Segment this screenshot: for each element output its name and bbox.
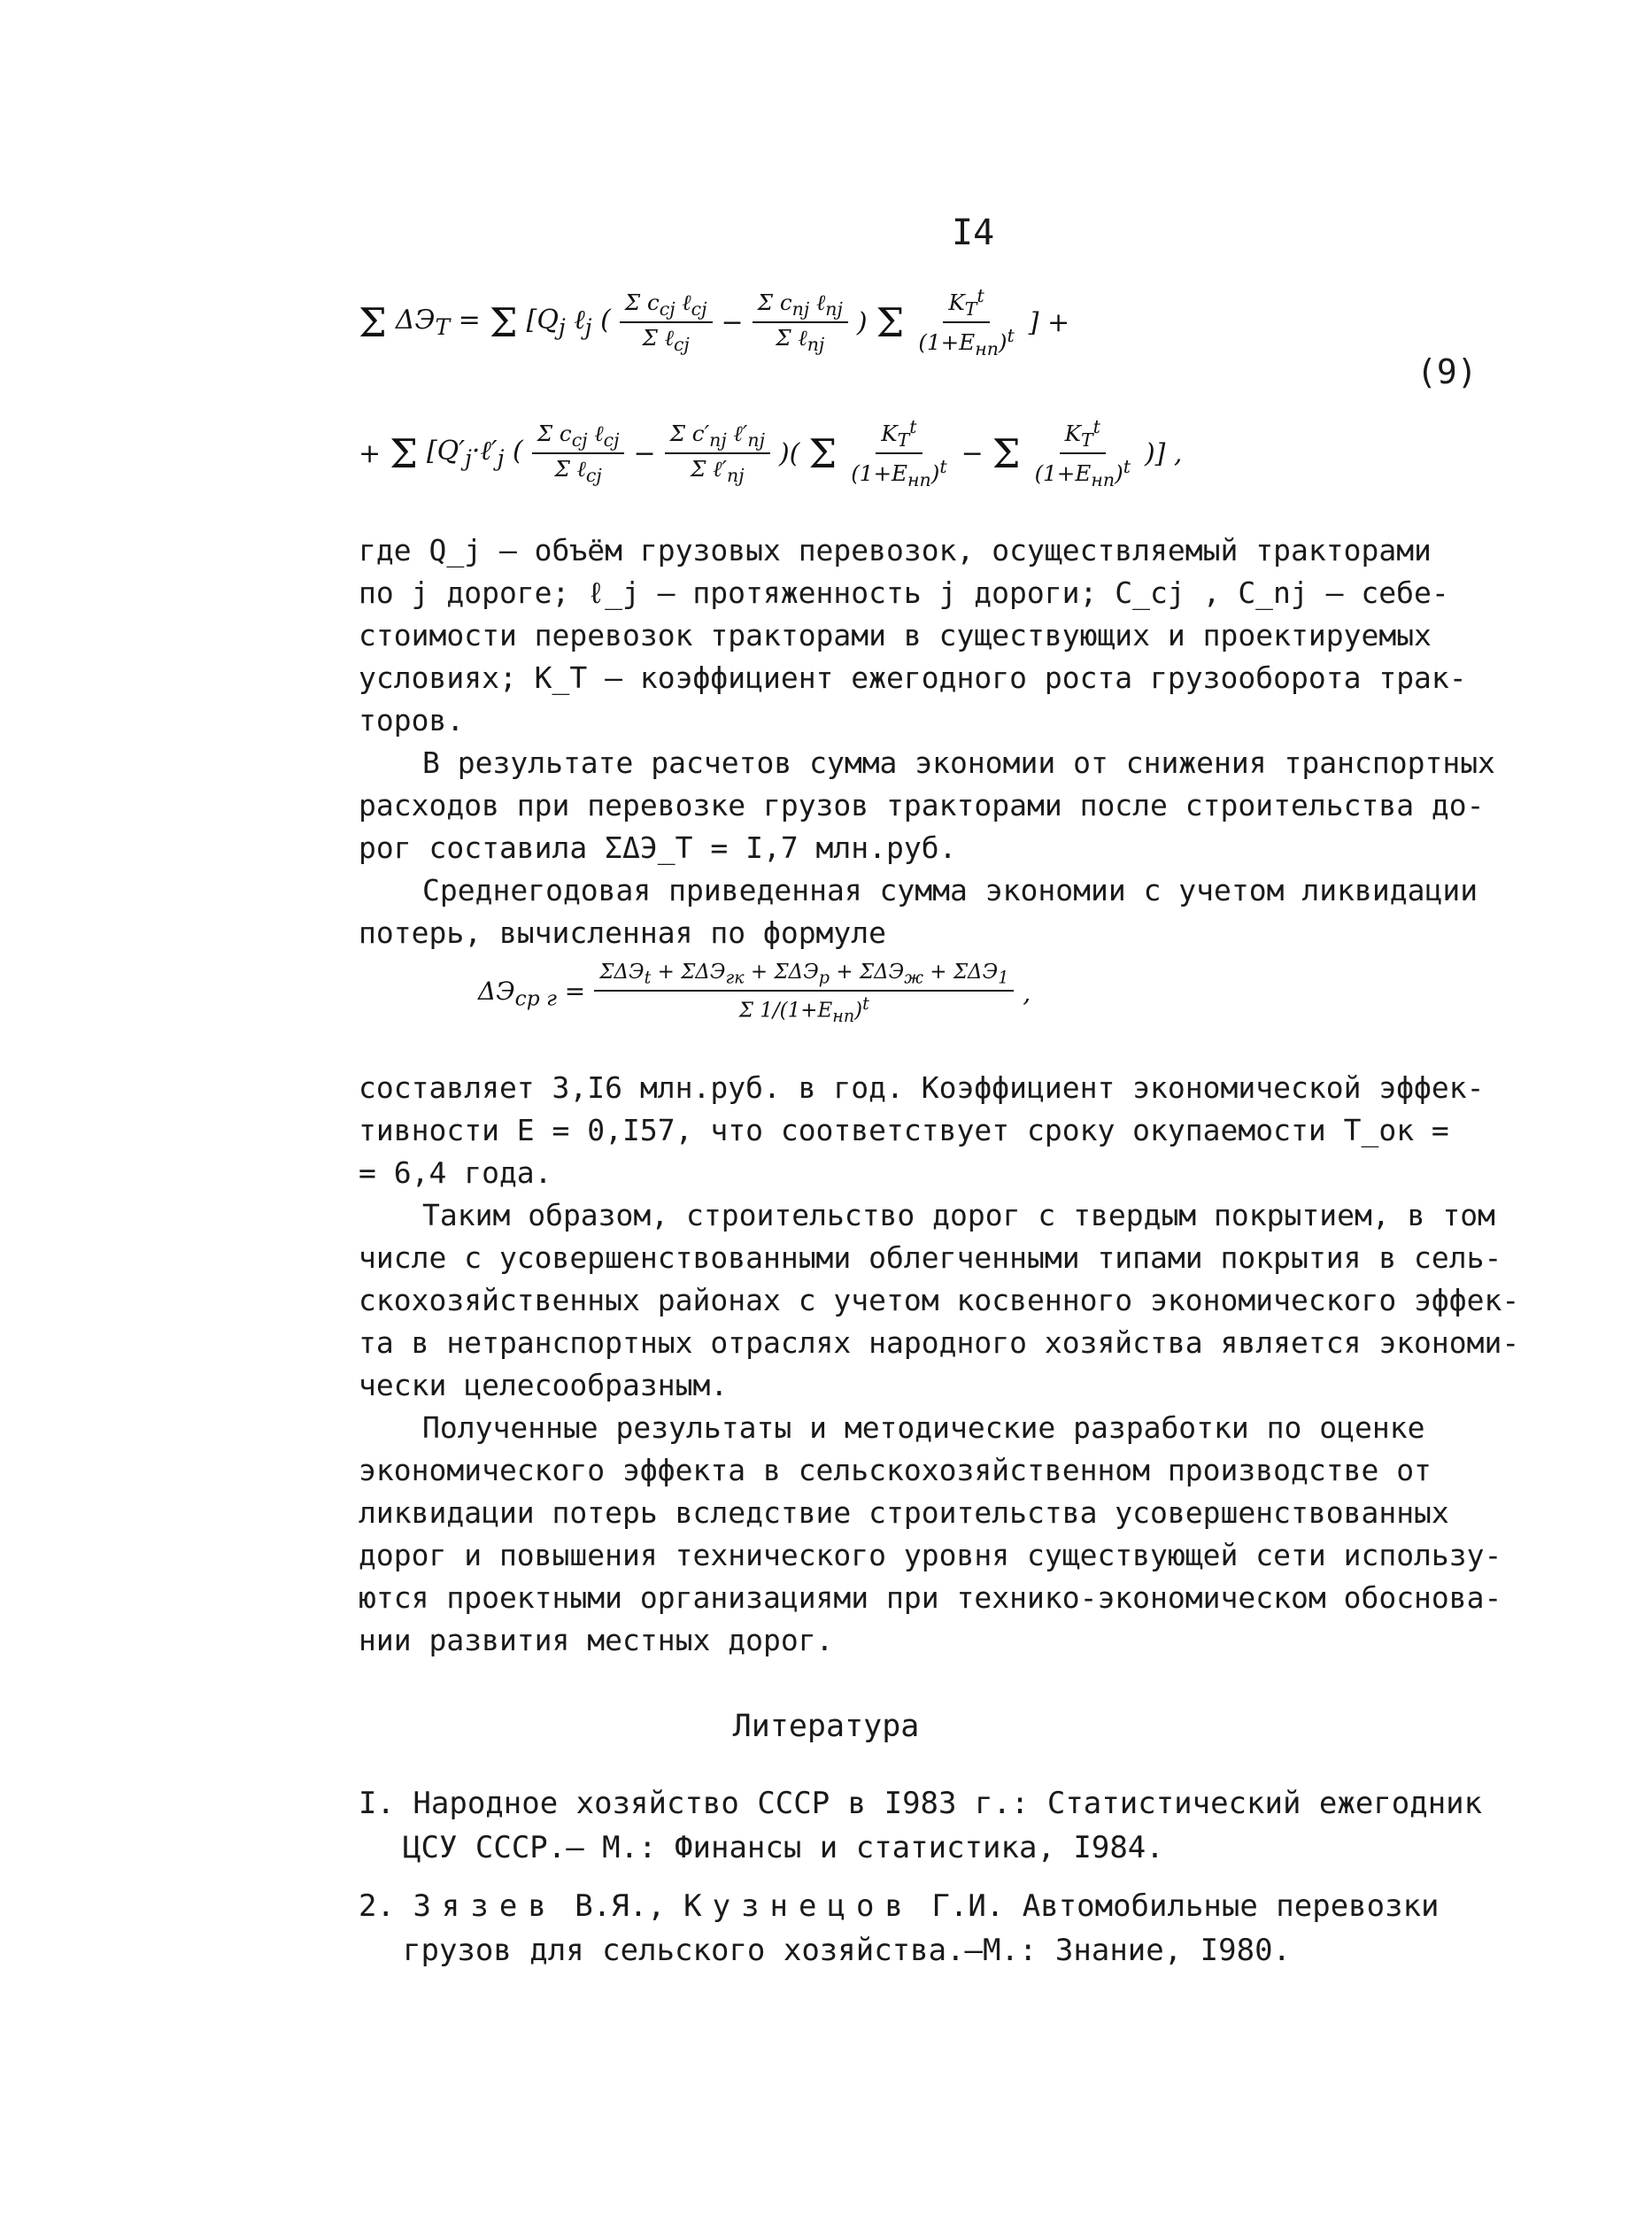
reference-item	[359, 1781, 1482, 1870]
text-line: нии развития местных дорог.	[359, 1623, 834, 1657]
text-line: дорог и повышения технического уровня существующей сети использу-	[359, 1538, 1502, 1572]
reference-line: I. Народное хозяйство СССР в I983 г.: Статистический ежегодник	[359, 1786, 1483, 1821]
reference-author: Зязев	[413, 1888, 557, 1924]
references-heading: Литература	[732, 1709, 920, 1744]
text-line: числе с усовершенствованными облегченными типами покрытия в сель-	[359, 1240, 1502, 1275]
reference-author: Кузнецов	[683, 1888, 914, 1924]
body-block-1	[359, 529, 1495, 954]
reference-list	[359, 1781, 1482, 1987]
text-line: чески целесообразным.	[359, 1368, 729, 1402]
text-line: рог составила ΣΔЭ_T = I,7 млн.руб.	[359, 830, 957, 865]
text-line: потерь, вычисленная по формуле	[359, 915, 887, 950]
text-line: расходов при перевозке грузов тракторами после строительства до-	[359, 788, 1485, 822]
text-line: стоимости перевозок тракторами в существующих и проектируемых	[359, 618, 1432, 652]
reference-initials: В.Я.,	[575, 1888, 666, 1924]
text-line: та в нетранспортных отраслях народного хозяйства является экономи-	[359, 1325, 1520, 1360]
reference-item	[359, 1884, 1482, 1973]
text-line: Полученные результаты и методические разработки по оценке	[422, 1410, 1425, 1445]
text-line: условиях; K_T – коэффициент ежегодного роста грузооборота трак-	[359, 660, 1467, 695]
formula-9-line2: + Σ [$Q'_j\cdot\ell'_j$ ( $\frac{\Sigma c_{cj} \ell_{cj}}{\Sigma \ell_{cj}}$ − $\frac{\Sigma c'_{nj} \ell'_{nj}}{\Sigma \ell'_{nj}}$ )( Σ $\frac{K_T^t}{(1+E_{нп})^t}$ − Σ $\frac{K_T^t}{(1+E_{нп})^t}$ )] ,	[359, 416, 1183, 491]
body-block-2	[359, 1067, 1519, 1662]
text-line: ются проектными организациями при технико-экономическом обоснова-	[359, 1580, 1502, 1615]
reference-title: Г.И. Автомобильные перевозки	[931, 1888, 1440, 1924]
text-line: Среднегодовая приведенная сумма экономии с учетом ликвидации	[422, 873, 1478, 907]
equation-number: (9)	[1417, 352, 1478, 391]
text-line: скохозяйственных районах с учетом косвенного экономического эффек-	[359, 1283, 1520, 1317]
text-line: Таким образом, строительство дорог с твердым покрытием, в том	[422, 1198, 1495, 1232]
text-line: ликвидации потерь вследствие строительства усовершенствованных	[359, 1495, 1449, 1530]
text-line: по j дороге; ℓ_j – протяженность j дороги; C_cj , C_nj – себе-	[359, 575, 1449, 610]
formula-9-line1: Σ $\Delta Э_T$ = Σ [$Q_j$ ℓ$_j$ ( $\frac{\Sigma c_{cj} \ell_{cj}}{\Sigma \ell_{cj}}$ − $\frac{\Sigma c_{nj} \ell_{nj}}{\Sigma \ell_{nj}}$ ) Σ $\frac{K_T^t}{(1+E_{нп})^t}$ ] +	[359, 285, 1070, 360]
reference-line: грузов для сельского хозяйства.–М.: Знание, I980.	[403, 1933, 1292, 1968]
reference-number: 2.	[359, 1888, 395, 1924]
text-line: тивности E = 0,I57, что соответствует сроку окупаемости T_ок =	[359, 1113, 1449, 1147]
text-line: где Q_j – объём грузовых перевозок, осуществляемый тракторами	[359, 533, 1432, 568]
text-line: В результате расчетов сумма экономии от снижения транспортных	[422, 745, 1495, 780]
reference-line: ЦСУ СССР.– М.: Финансы и статистика, I984.	[403, 1830, 1164, 1865]
text-line: экономического эффекта в сельскохозяйственном производстве от	[359, 1453, 1432, 1487]
formula-average-economy: $\Delta Э_{ср г}$ = $\frac{\Sigma\Delta Э_t + \Sigma\Delta Э_{гк} + \Sigma\Delta Э_р + \Sigma\Delta Э_ж + \Sigma\Delta Э_1}{\Sigma 1/(1+E_{нп})^t}$ ,	[478, 961, 1031, 1026]
text-line: = 6,4 года.	[359, 1155, 552, 1190]
text-line: составляет 3,I6 млн.руб. в год. Коэффициент экономической эффек-	[359, 1070, 1485, 1105]
page-number: I4	[952, 212, 995, 253]
text-line: торов.	[359, 703, 465, 737]
